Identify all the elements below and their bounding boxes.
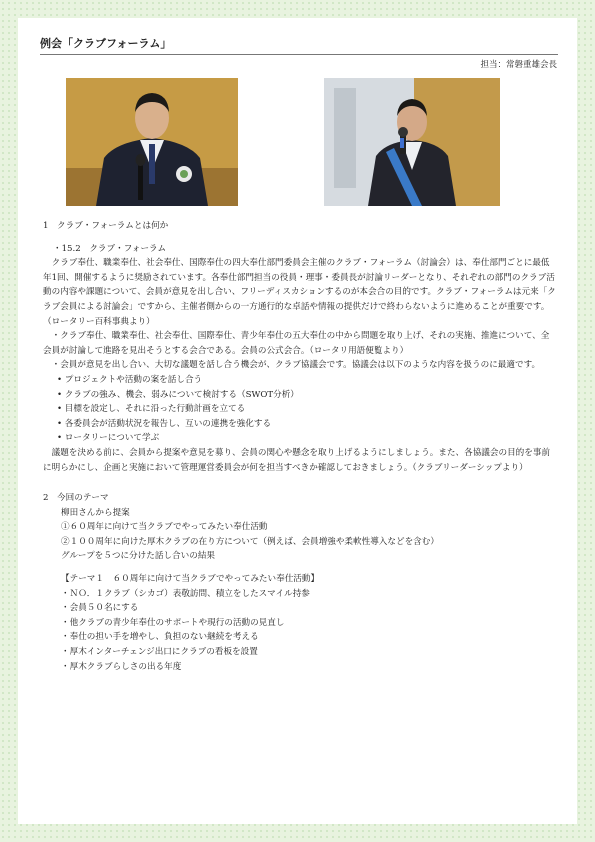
page-title: 例会「クラブフォーラム」: [40, 37, 172, 50]
title-divider: [40, 54, 558, 55]
speaker-photo-left: [66, 78, 238, 206]
list-item: • 目標を設定し、それに沿った行動計画を立てる: [57, 404, 246, 415]
paragraph-2: ・クラブ奉仕、職業奉仕、社会奉仕、国際奉仕、青少年奉仕の五大奉仕の中から問題を取り上げ、それの実施、推進について、全会員が討論して進路を見出そうとする会合である。会員の公式会合。（ロータリ用語便覧より）: [43, 331, 550, 356]
section1-subheading: ・15.2 クラブ・フォーラム: [53, 243, 167, 254]
list-item: • プロジェクトや活動の案を話し合う: [57, 374, 203, 385]
theme-line: ①６０周年に向けて当クラブでやってみたい奉仕活動: [61, 522, 268, 533]
list-item: • 各委員会が活動状況を報告し、互いの連携を強化する: [57, 418, 272, 429]
paragraph-4: 議題を決める前に、会員から提案や意見を募り、会員の関心や懸念を取り上げるようにしましょう。また、各協議会の目的を事前に明らかにし、企画と実施において管理運営委員会が何を担当すべきか確認しておきましょう。（クラブリーダーシップより）: [43, 447, 551, 473]
section1-heading: 1 クラブ・フォーラムとは何か: [43, 221, 169, 231]
byline: 担当：常磐重雄会長: [480, 60, 557, 70]
list-item: • クラブの強み、機会、弱みについて検討する（SWOT分析）: [57, 389, 299, 400]
list-item: ・会員５０名にする: [61, 603, 139, 614]
section2-heading: 2 今回のテーマ: [43, 493, 109, 504]
theme-line: 柳田さんから提案: [61, 507, 130, 518]
paragraph-1: クラブ奉仕、職業奉仕、社会奉仕、国際奉仕の四大奉仕部門委員会主催のクラブ・フォーラム（討論会）は、奉仕部門ごとに最低年1回、開催するように奨励されています。各奉仕部門担当の役員・理事・委員長が討論リーダーとなり、それぞれの部門のクラブ活動の内容や課題について、会員が意見を出し合い、フリーディスカションするのが本会合の目的です。クラブ・フォーラムは元来「クラブ会員による討論会」ですから、主催者側からの一方通行的な卓話や情報の提供だけで終わらないように進めることが重要です。（ロータリー百科事典より）: [43, 258, 556, 327]
list-item: ・ＮＯ．１クラブ（シカゴ）表敬訪問、積立をしたスマイル持参: [61, 588, 310, 599]
theme-line: グループを５つに分けた話し合いの結果: [61, 551, 216, 562]
speaker-photo-right: [324, 78, 500, 206]
paragraph-3: ・会員が意見を出し合い、大切な議題を話し合う機会が、クラブ協議会です。協議会は以下のような内容を扱うのに最適です。: [43, 360, 541, 371]
list-item: ・厚木インターチェンジ出口にクラブの看板を設置: [61, 647, 258, 658]
list-item: ・奉仕の担い手を増やし、負担のない継続を考える: [61, 632, 259, 643]
list-item: • ロータリーについて学ぶ: [57, 433, 160, 444]
theme-line: ②１００周年に向けた厚木クラブの在り方について（例えば、会員増強や柔軟性導入などを含む）: [61, 536, 439, 547]
list-item: ・厚木クラブらしさの出る年度: [61, 661, 182, 672]
document-page: [18, 18, 577, 824]
article-body: [43, 219, 557, 674]
list-item: ・他クラブの青少年奉仕のサポートや現行の活動の見直し: [61, 617, 285, 628]
theme1-heading: 【テーマ１ ６０周年に向けて当クラブでやってみたい奉仕活動】: [61, 574, 320, 585]
